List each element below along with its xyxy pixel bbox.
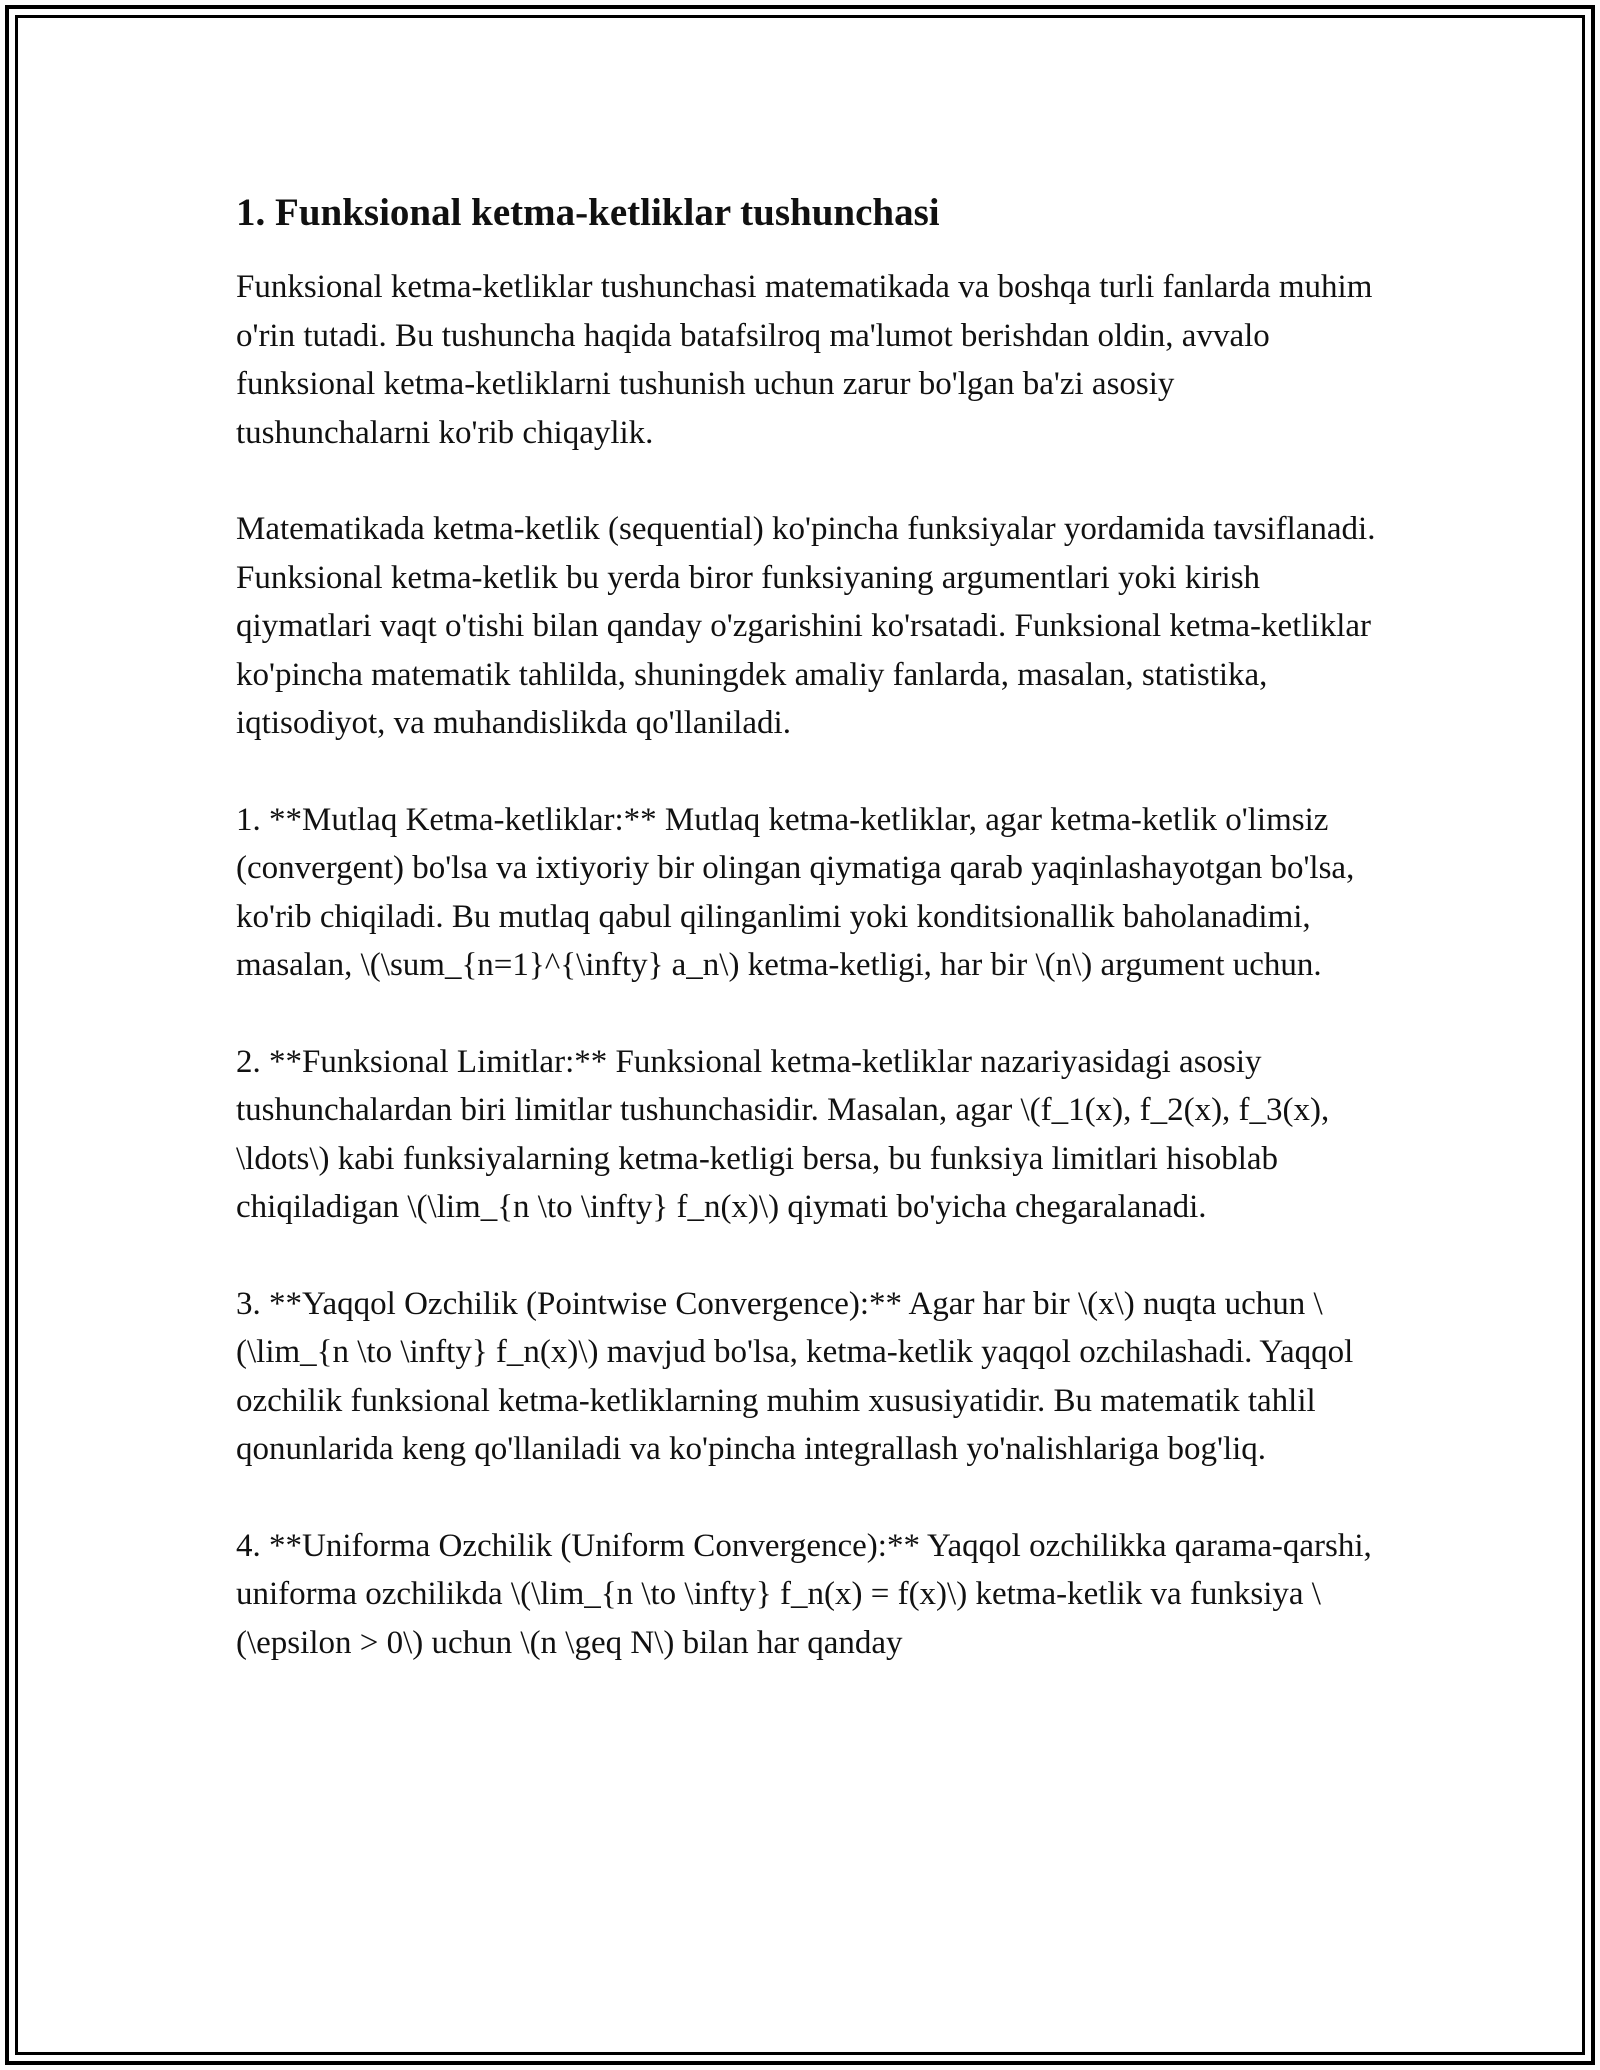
paragraph-item-4: 4. **Uniforma Ozchilik (Uniform Convergence):** Yaqqol ozchilikka qarama-qarshi, uniforma ozchilikda \(\lim_{n \to \infty} f_n(x) = f(x)\) ketma-ketlik va funksiya \(\epsilon > 0\) uchun \(n \geq N\) bilan har qanday bbox=[236, 1527, 1372, 1661]
paragraph-item-2: 2. **Funksional Limitlar:** Funksional ketma-ketliklar nazariyasidagi asosiy tushunchalardan biri limitlar tushunchasidir. Masalan, agar \(f_1(x), f_2(x), f_3(x), \ldots\) kabi funksiyalarning ketma-ketligi bersa, bu funksiya limitlari hisoblab chiqiladigan \(\lim_{n \to \infty} f_n(x)\) qiymati bo'yicha chegaralanadi. bbox=[236, 1043, 1330, 1225]
document-body bbox=[236, 185, 1376, 1715]
paragraph-item-1: 1. **Mutlaq Ketma-ketliklar:** Mutlaq ketma-ketliklar, agar ketma-ketlik o'limsiz (convergent) bo'lsa va ixtiyoriy bir olingan qiymatiga qarab yaqinlashayotgan bo'lsa, ko'rib chiqiladi. Bu mutlaq qabul qilinganlimi yoki konditsionallik baholanadimi, masalan, \(\sum_{n=1}^{\infty} a_n\) ketma-ketligi, har bir \(n\) argument uchun. bbox=[236, 801, 1355, 983]
paragraph-intro: Funksional ketma-ketliklar tushunchasi matematikada va boshqa turli fanlarda muhim o'rin tutadi. Bu tushuncha haqida batafsilroq ma'lumot berishdan oldin, avvalo funksional ketma-ketliklarni tushunish uchun zarur bo'lgan ba'zi asosiy tushunchalarni ko'rib chiqaylik. bbox=[236, 269, 1373, 451]
section-heading: 1. Funksional ketma-ketliklar tushunchasi bbox=[236, 191, 940, 234]
paragraph-item-3: 3. **Yaqqol Ozchilik (Pointwise Convergence):** Agar har bir \(x\) nuqta uchun \(\lim_{n \to \infty} f_n(x)\) mavjud bo'lsa, ketma-ketlik yaqqol ozchilashadi. Yaqqol ozchilik funksional ketma-ketliklarning muhim xususiyatidir. Bu matematik tahlil qonunlarida keng qo'llaniladi va ko'pincha integrallash yo'nalishlariga bog'liq. bbox=[236, 1285, 1354, 1467]
paragraph-definition: Matematikada ketma-ketlik (sequential) ko'pincha funksiyalar yordamida tavsiflanadi. Funksional ketma-ketlik bu yerda biror funksiyaning argumentlari yoki kirish qiymatlari vaqt o'tishi bilan qanday o'zgarishini ko'rsatadi. Funksional ketma-ketliklar ko'pincha matematik tahlilda, shuningdek amaliy fanlarda, masalan, statistika, iqtisodiyot, va muhandislikda qo'llaniladi. bbox=[236, 511, 1376, 741]
